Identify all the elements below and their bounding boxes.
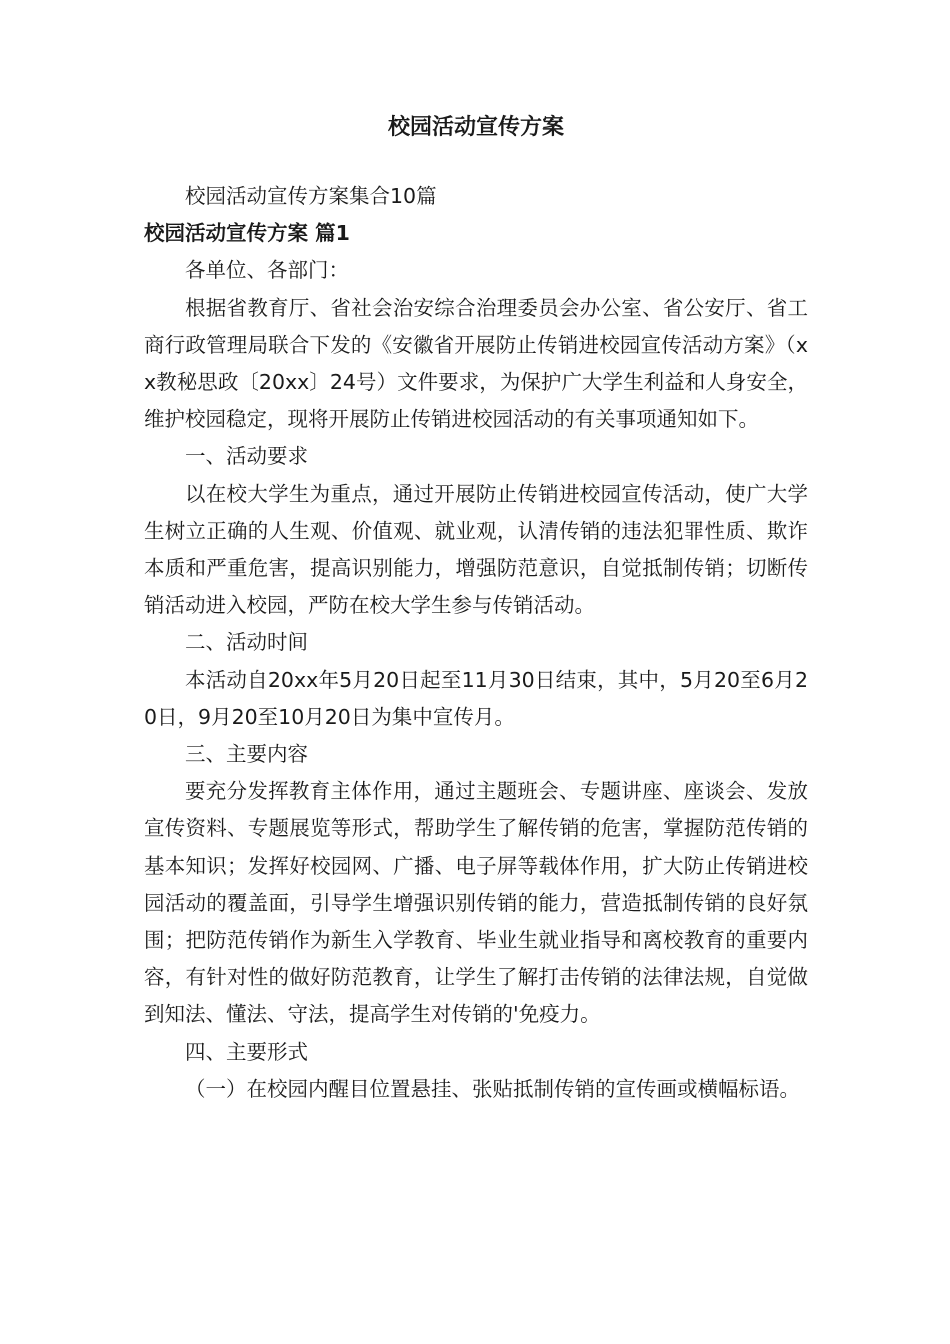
section-heading: 校园活动宣传方案 篇1 (144, 221, 350, 246)
heading-activity-time: 二、活动时间 (185, 630, 308, 655)
paragraph-activity-time: 本活动自20xx年5月20日起至11月30日结束，其中，5月20至6月20日，9月20至10月20日为集中宣传月。 (144, 667, 808, 729)
paragraph-intro: 根据省教育厅、省社会治安综合治理委员会办公室、省公安厅、省工商行政管理局联合下发的《安徽省开展防止传销进校园宣传活动方案》（xx教秘思政〔20xx〕24号）文件要求，为保护广大学生利益和人身安全，维护校园稳定，现将开展防止传销进校园活动的有关事项通知如下。 (144, 295, 808, 432)
paragraph-main-forms-1: （一）在校园内醒目位置悬挂、张贴抵制传销的宣传画或横幅标语。 (185, 1076, 800, 1101)
heading-main-forms: 四、主要形式 (185, 1039, 308, 1064)
document-subtitle: 校园活动宣传方案集合10篇 (185, 184, 437, 208)
paragraph-activity-requirements: 以在校大学生为重点，通过开展防止传销进校园宣传活动，使广大学生树立正确的人生观、价值观、就业观，认清传销的违法犯罪性质、欺诈本质和严重危害，提高识别能力，增强防范意识，自觉抵制传销；切断传销活动进入校园，严防在校大学生参与传销活动。 (144, 481, 808, 618)
document-page (144, 108, 808, 1108)
salutation: 各单位、各部门： (185, 258, 349, 283)
heading-activity-requirements: 一、活动要求 (185, 444, 308, 469)
heading-main-content: 三、主要内容 (185, 742, 308, 767)
document-title: 校园活动宣传方案 (387, 115, 564, 140)
paragraph-main-content: 要充分发挥教育主体作用，通过主题班会、专题讲座、座谈会、发放宣传资料、专题展览等形式，帮助学生了解传销的危害，掌握防范传销的基本知识；发挥好校园网、广播、电子屏等载体作用，扩大防止传销进校园活动的覆盖面，引导学生增强识别传销的能力，营造抵制传销的良好氛围；把防范传销作为新生入学教育、毕业生就业指导和离校教育的重要内容，有针对性的做好防范教育，让学生了解打击传销的法律法规，自觉做到知法、懂法、守法，提高学生对传销的'免疫力。 (144, 779, 808, 1027)
